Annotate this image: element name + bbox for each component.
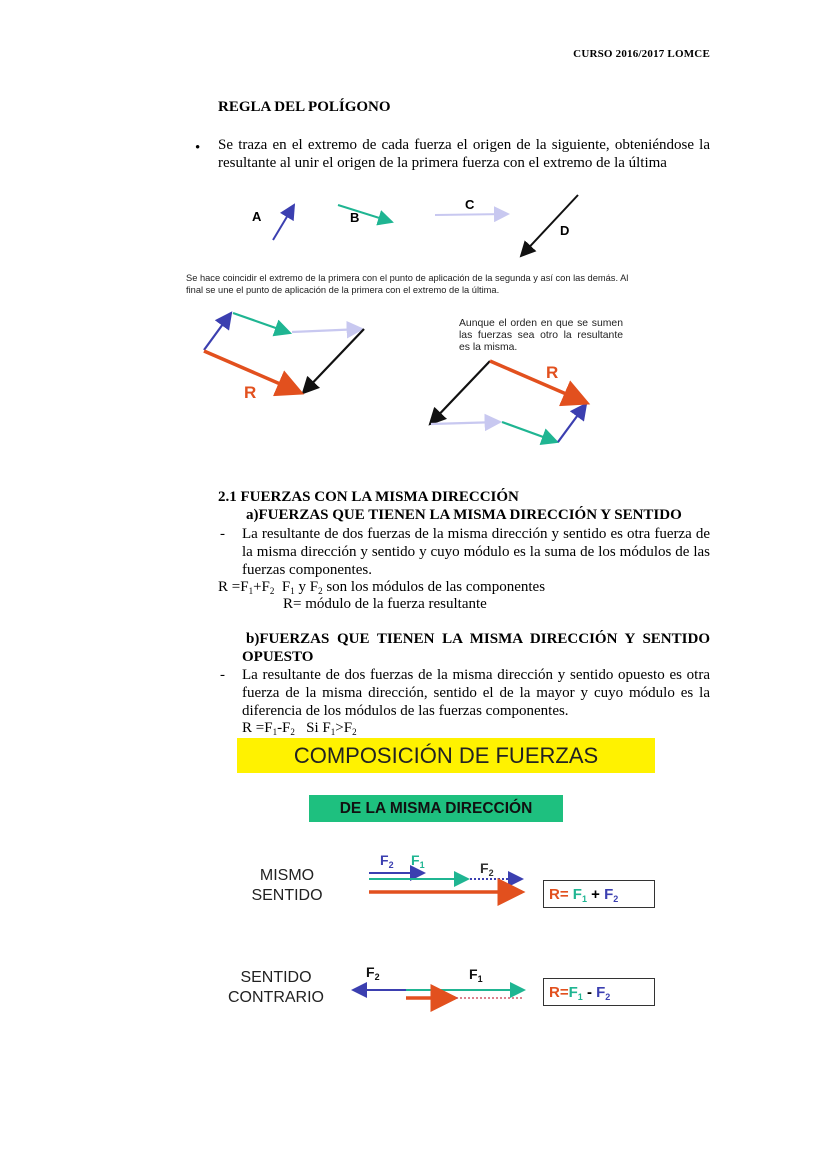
opp-f1-label: $F_1$ (469, 966, 483, 984)
resultant-label-2: R (546, 363, 559, 382)
bullet-icon: • (195, 140, 201, 156)
same-f2b-label: $F_2$ (480, 860, 494, 878)
subsection-a-title: a)FUERZAS QUE TIENEN LA MISMA DIRECCIÓN Y SENTIDO (246, 507, 682, 523)
poly2-a (558, 404, 586, 442)
same-f2-label: $F_2$ (380, 852, 394, 870)
subsection-b-title-2: OPUESTO (242, 649, 314, 665)
poly2-d (430, 361, 490, 424)
vector-b (338, 205, 392, 222)
vector-label-c: C (465, 197, 475, 212)
sum-result-box: R= $F_1$ + $F_2$ (543, 880, 655, 908)
subsection-a-text: La resultante de dos fuerzas de la misma dirección y sentido es otra fuerza de la misma dirección y sentido y cuyo módulo es la suma de los módulos de las fuerzas componentes. (242, 526, 710, 578)
difference-result-box: R= $F_1$ - $F_2$ (543, 978, 655, 1006)
opp-f2-label: $F_2$ (366, 964, 380, 982)
poly1-a (204, 313, 231, 350)
formula-r-definition: R= módulo de la fuerza resultante (283, 596, 487, 612)
poly1-b (233, 313, 290, 333)
vector-c (435, 214, 508, 215)
vector-a (273, 205, 294, 240)
opposite-sense-label: SENTIDO CONTRARIO (228, 969, 324, 1006)
polygon-rule-bullet: Se traza en el extremo de cada fuerza el origen de la siguiente, obteniéndose la resultante al unir el origen de la primera fuerza con el extremo de la última (218, 137, 710, 171)
poly1-c (292, 329, 362, 332)
poly2-c (431, 422, 500, 424)
resultant-label-1: R (244, 383, 257, 402)
poly2-r (490, 361, 587, 403)
subsection-b-title: b)FUERZAS QUE TIENEN LA MISMA DIRECCIÓN Y SENTIDO (246, 631, 710, 647)
course-header: CURSO 2016/2017 LOMCE (573, 48, 710, 60)
polygon-caption-1: Se hace coincidir el extremo de la primera con el punto de aplicación de la segunda y así con las demás. Al final se une el punto de aplicación de la primera con el extremo de la última. (186, 273, 629, 295)
section-title: 2.1 FUERZAS CON LA MISMA DIRECCIÓN (218, 489, 519, 505)
vector-label-d: D (560, 223, 570, 238)
same-sense-label: MISMO SENTIDO (251, 867, 323, 904)
vector-label-a: A (252, 209, 262, 224)
vector-label-b: B (350, 210, 360, 225)
dash-a: - (220, 526, 225, 542)
vector-d (521, 195, 578, 256)
formula-sum: $R =F_1+F_2$ $F_1$ y $F_2$ son los módulos de las componentes (218, 579, 546, 596)
formula-difference: $R =F_1-F_2$ Si $F_1>F_2$ (242, 720, 357, 737)
polygon-rule-title: REGLA DEL POLÍGONO (218, 99, 391, 115)
same-f1-label: $F_1$ (411, 852, 425, 870)
subsection-b-text: La resultante de dos fuerzas de la misma dirección y sentido opuesto es otra fuerza de la misma dirección, sentido el de la mayor y cuyo módulo es la diferencia de los módulos de las fuerzas componentes. (242, 667, 710, 719)
dash-b: - (220, 667, 225, 683)
same-direction-banner: DE LA MISMA DIRECCIÓN (309, 795, 563, 822)
poly2-b (502, 422, 557, 442)
poly1-d (303, 329, 364, 393)
polygon-caption-2: Aunque el orden en que se sumen las fuerzas sea otro la resultante es la misma. (459, 318, 623, 353)
composition-banner: COMPOSICIÓN DE FUERZAS (237, 738, 655, 773)
